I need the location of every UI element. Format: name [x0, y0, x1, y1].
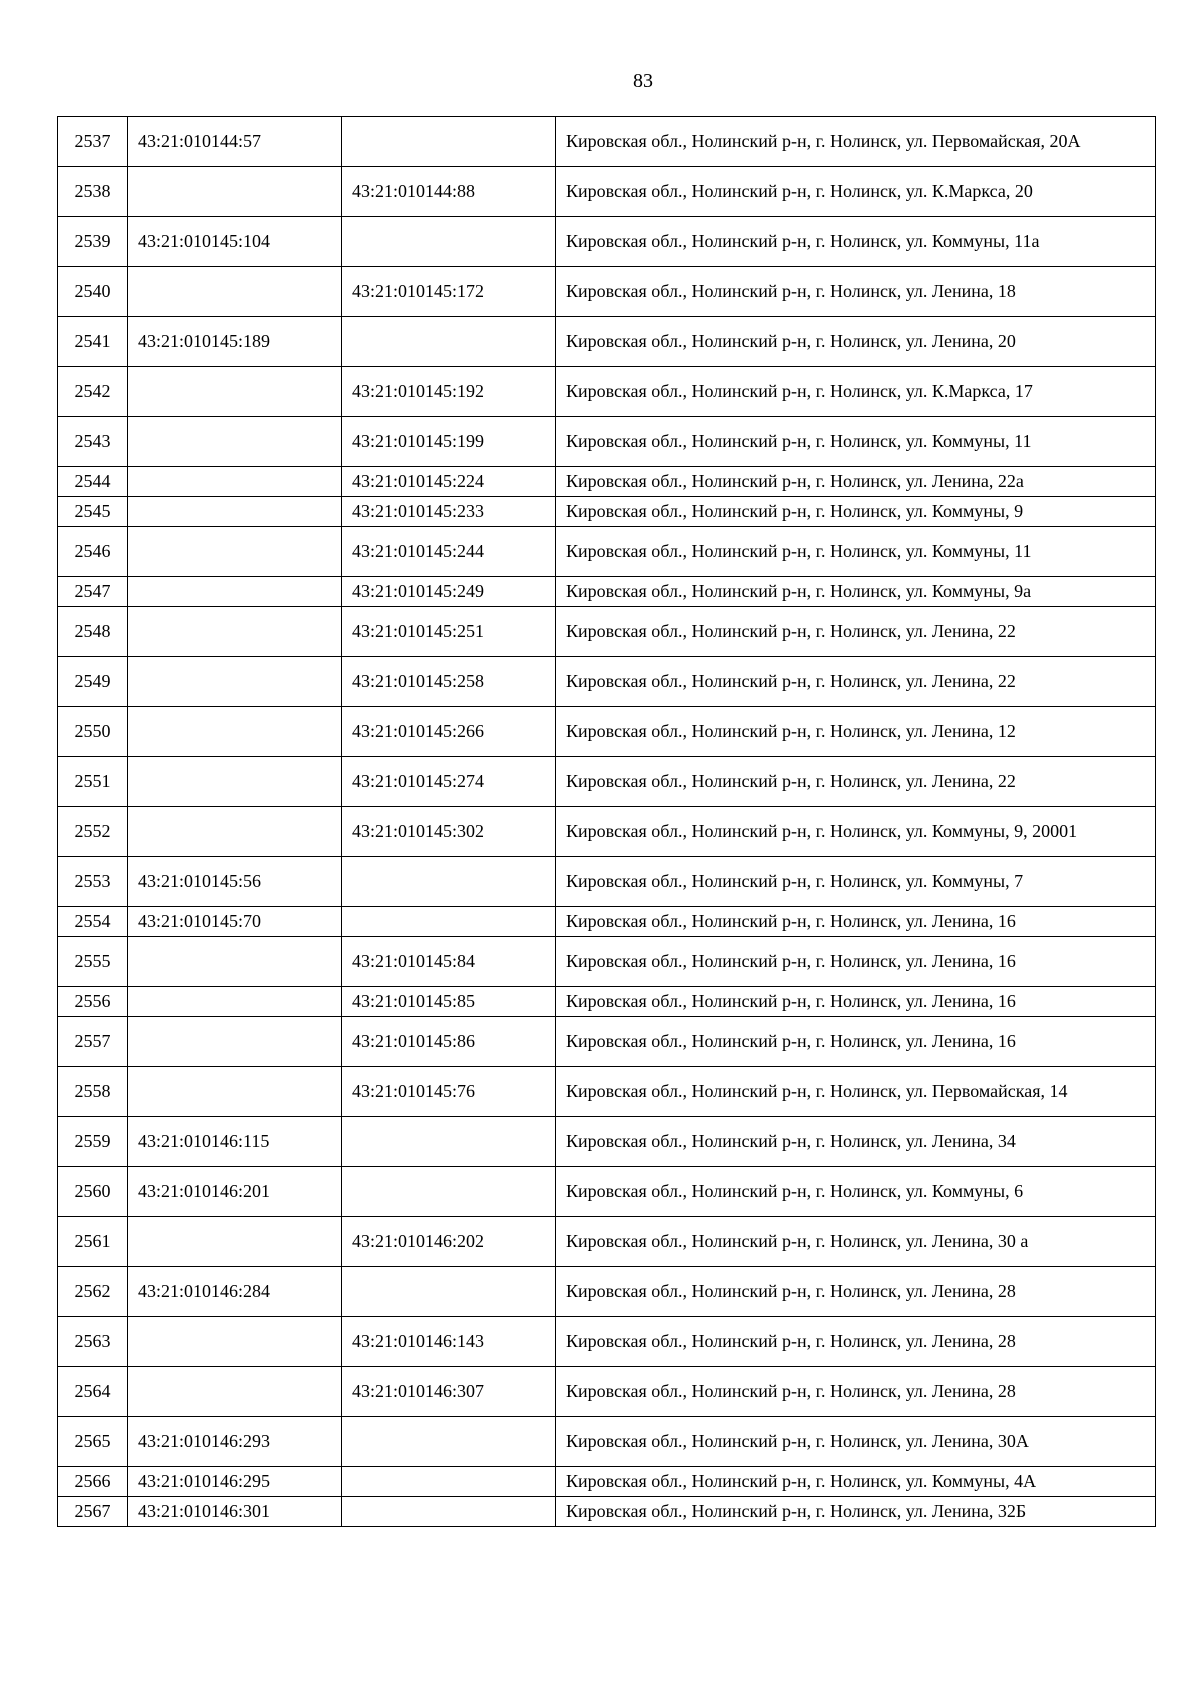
cadastral-number-cell: 43:21:010146:115 [128, 1117, 342, 1167]
row-number-cell: 2554 [58, 907, 128, 937]
object-cadastral-number-cell [342, 907, 556, 937]
address-cell: Кировская обл., Нолинский р-н, г. Нолинск, ул. Ленина, 34 [556, 1117, 1156, 1167]
table-row [58, 1017, 1156, 1067]
address-cell: Кировская обл., Нолинский р-н, г. Нолинск, ул. Ленина, 30А [556, 1417, 1156, 1467]
cadastral-number-cell [128, 707, 342, 757]
cadastral-number-cell [128, 1217, 342, 1267]
table-row [58, 857, 1156, 907]
row-number-cell: 2563 [58, 1317, 128, 1367]
table-row [58, 1267, 1156, 1317]
object-cadastral-number-cell [342, 317, 556, 367]
row-number-cell: 2540 [58, 267, 128, 317]
table-row [58, 1167, 1156, 1217]
cadastral-number-cell: 43:21:010146:293 [128, 1417, 342, 1467]
cadastral-number-cell: 43:21:010146:201 [128, 1167, 342, 1217]
row-number-cell: 2542 [58, 367, 128, 417]
address-cell: Кировская обл., Нолинский р-н, г. Нолинск, ул. Ленина, 32Б [556, 1497, 1156, 1527]
cadastral-number-cell [128, 577, 342, 607]
cadastral-number-cell [128, 1367, 342, 1417]
object-cadastral-number-cell [342, 1167, 556, 1217]
object-cadastral-number-cell [342, 1467, 556, 1497]
table-row [58, 467, 1156, 497]
object-cadastral-number-cell [342, 217, 556, 267]
address-cell: Кировская обл., Нолинский р-н, г. Нолинск, ул. Ленина, 16 [556, 987, 1156, 1017]
address-cell: Кировская обл., Нолинский р-н, г. Нолинск, ул. Коммуны, 9 [556, 497, 1156, 527]
row-number-cell: 2560 [58, 1167, 128, 1217]
table-row [58, 1117, 1156, 1167]
cadastral-number-cell [128, 267, 342, 317]
table-row [58, 937, 1156, 987]
object-cadastral-number-cell: 43:21:010145:224 [342, 467, 556, 497]
object-cadastral-number-cell [342, 857, 556, 907]
table-row [58, 1067, 1156, 1117]
table-row [58, 417, 1156, 467]
row-number-cell: 2537 [58, 117, 128, 167]
address-cell: Кировская обл., Нолинский р-н, г. Нолинск, ул. Ленина, 16 [556, 907, 1156, 937]
row-number-cell: 2538 [58, 167, 128, 217]
row-number-cell: 2547 [58, 577, 128, 607]
object-cadastral-number-cell: 43:21:010145:192 [342, 367, 556, 417]
table-row [58, 1367, 1156, 1417]
table-row [58, 1497, 1156, 1527]
address-cell: Кировская обл., Нолинский р-н, г. Нолинск, ул. Первомайская, 20А [556, 117, 1156, 167]
row-number-cell: 2557 [58, 1017, 128, 1067]
table-row [58, 1217, 1156, 1267]
cadastral-number-cell: 43:21:010146:301 [128, 1497, 342, 1527]
address-cell: Кировская обл., Нолинский р-н, г. Нолинск, ул. Коммуны, 6 [556, 1167, 1156, 1217]
table-row [58, 987, 1156, 1017]
cadastral-number-cell [128, 807, 342, 857]
address-cell: Кировская обл., Нолинский р-н, г. Нолинск, ул. Коммуны, 11а [556, 217, 1156, 267]
table-row [58, 527, 1156, 577]
cadastral-number-cell [128, 1067, 342, 1117]
object-cadastral-number-cell [342, 1417, 556, 1467]
table-row [58, 757, 1156, 807]
row-number-cell: 2546 [58, 527, 128, 577]
object-cadastral-number-cell [342, 1117, 556, 1167]
cadastral-number-cell [128, 607, 342, 657]
cadastral-number-cell [128, 367, 342, 417]
row-number-cell: 2564 [58, 1367, 128, 1417]
address-cell: Кировская обл., Нолинский р-н, г. Нолинск, ул. Ленина, 12 [556, 707, 1156, 757]
object-cadastral-number-cell: 43:21:010145:251 [342, 607, 556, 657]
table-row [58, 117, 1156, 167]
cadastral-number-cell [128, 1317, 342, 1367]
table-body [58, 117, 1156, 1527]
object-cadastral-number-cell: 43:21:010146:143 [342, 1317, 556, 1367]
object-cadastral-number-cell: 43:21:010145:274 [342, 757, 556, 807]
address-cell: Кировская обл., Нолинский р-н, г. Нолинск, ул. Ленина, 18 [556, 267, 1156, 317]
row-number-cell: 2567 [58, 1497, 128, 1527]
table-row [58, 807, 1156, 857]
row-number-cell: 2555 [58, 937, 128, 987]
object-cadastral-number-cell: 43:21:010146:307 [342, 1367, 556, 1417]
cadastral-number-cell: 43:21:010146:284 [128, 1267, 342, 1317]
address-cell: Кировская обл., Нолинский р-н, г. Нолинск, ул. Коммуны, 7 [556, 857, 1156, 907]
cadastral-number-cell: 43:21:010145:189 [128, 317, 342, 367]
row-number-cell: 2566 [58, 1467, 128, 1497]
cadastral-number-cell [128, 1017, 342, 1067]
address-cell: Кировская обл., Нолинский р-н, г. Нолинск, ул. Ленина, 22 [556, 657, 1156, 707]
cadastral-number-cell [128, 167, 342, 217]
table-row [58, 1317, 1156, 1367]
cadastral-number-cell [128, 657, 342, 707]
row-number-cell: 2544 [58, 467, 128, 497]
row-number-cell: 2539 [58, 217, 128, 267]
table-row [58, 167, 1156, 217]
cadastral-number-cell [128, 757, 342, 807]
table-row [58, 497, 1156, 527]
cadastral-number-cell: 43:21:010144:57 [128, 117, 342, 167]
table-row [58, 607, 1156, 657]
address-cell: Кировская обл., Нолинский р-н, г. Нолинск, ул. Ленина, 28 [556, 1267, 1156, 1317]
address-cell: Кировская обл., Нолинский р-н, г. Нолинск, ул. Коммуны, 11 [556, 527, 1156, 577]
object-cadastral-number-cell: 43:21:010145:85 [342, 987, 556, 1017]
address-cell: Кировская обл., Нолинский р-н, г. Нолинск, ул. Коммуны, 4А [556, 1467, 1156, 1497]
address-cell: Кировская обл., Нолинский р-н, г. Нолинск, ул. Коммуны, 11 [556, 417, 1156, 467]
cadastral-number-cell [128, 417, 342, 467]
property-table [57, 116, 1156, 1527]
address-cell: Кировская обл., Нолинский р-н, г. Нолинск, ул. Ленина, 22а [556, 467, 1156, 497]
object-cadastral-number-cell: 43:21:010145:249 [342, 577, 556, 607]
address-cell: Кировская обл., Нолинский р-н, г. Нолинск, ул. К.Маркса, 17 [556, 367, 1156, 417]
object-cadastral-number-cell: 43:21:010145:84 [342, 937, 556, 987]
cadastral-number-cell [128, 937, 342, 987]
table-row [58, 907, 1156, 937]
table-row [58, 217, 1156, 267]
row-number-cell: 2543 [58, 417, 128, 467]
table-row [58, 317, 1156, 367]
cadastral-number-cell: 43:21:010145:104 [128, 217, 342, 267]
object-cadastral-number-cell: 43:21:010145:244 [342, 527, 556, 577]
object-cadastral-number-cell: 43:21:010145:86 [342, 1017, 556, 1067]
row-number-cell: 2541 [58, 317, 128, 367]
table-row [58, 657, 1156, 707]
address-cell: Кировская обл., Нолинский р-н, г. Нолинск, ул. Ленина, 28 [556, 1367, 1156, 1417]
row-number-cell: 2559 [58, 1117, 128, 1167]
row-number-cell: 2565 [58, 1417, 128, 1467]
row-number-cell: 2549 [58, 657, 128, 707]
object-cadastral-number-cell: 43:21:010145:302 [342, 807, 556, 857]
page-number: 83 [633, 70, 653, 92]
address-cell: Кировская обл., Нолинский р-н, г. Нолинск, ул. Ленина, 30 а [556, 1217, 1156, 1267]
cadastral-number-cell [128, 987, 342, 1017]
object-cadastral-number-cell [342, 1267, 556, 1317]
row-number-cell: 2561 [58, 1217, 128, 1267]
row-number-cell: 2552 [58, 807, 128, 857]
address-cell: Кировская обл., Нолинский р-н, г. Нолинск, ул. Ленина, 22 [556, 757, 1156, 807]
address-cell: Кировская обл., Нолинский р-н, г. Нолинск, ул. Коммуны, 9а [556, 577, 1156, 607]
row-number-cell: 2556 [58, 987, 128, 1017]
table-row [58, 367, 1156, 417]
object-cadastral-number-cell: 43:21:010144:88 [342, 167, 556, 217]
object-cadastral-number-cell: 43:21:010146:202 [342, 1217, 556, 1267]
table-row [58, 1417, 1156, 1467]
cadastral-number-cell [128, 467, 342, 497]
address-cell: Кировская обл., Нолинский р-н, г. Нолинск, ул. Ленина, 16 [556, 937, 1156, 987]
address-cell: Кировская обл., Нолинский р-н, г. Нолинск, ул. Первомайская, 14 [556, 1067, 1156, 1117]
row-number-cell: 2551 [58, 757, 128, 807]
cadastral-number-cell: 43:21:010145:70 [128, 907, 342, 937]
table-row [58, 577, 1156, 607]
table-row [58, 1467, 1156, 1497]
object-cadastral-number-cell: 43:21:010145:233 [342, 497, 556, 527]
object-cadastral-number-cell [342, 117, 556, 167]
object-cadastral-number-cell: 43:21:010145:199 [342, 417, 556, 467]
table-row [58, 707, 1156, 757]
row-number-cell: 2558 [58, 1067, 128, 1117]
address-cell: Кировская обл., Нолинский р-н, г. Нолинск, ул. К.Маркса, 20 [556, 167, 1156, 217]
table-row [58, 267, 1156, 317]
cadastral-number-cell [128, 497, 342, 527]
object-cadastral-number-cell [342, 1497, 556, 1527]
object-cadastral-number-cell: 43:21:010145:258 [342, 657, 556, 707]
row-number-cell: 2548 [58, 607, 128, 657]
cadastral-number-cell: 43:21:010145:56 [128, 857, 342, 907]
cadastral-number-cell: 43:21:010146:295 [128, 1467, 342, 1497]
address-cell: Кировская обл., Нолинский р-н, г. Нолинск, ул. Ленина, 28 [556, 1317, 1156, 1367]
address-cell: Кировская обл., Нолинский р-н, г. Нолинск, ул. Ленина, 20 [556, 317, 1156, 367]
row-number-cell: 2545 [58, 497, 128, 527]
object-cadastral-number-cell: 43:21:010145:172 [342, 267, 556, 317]
row-number-cell: 2550 [58, 707, 128, 757]
cadastral-number-cell [128, 527, 342, 577]
address-cell: Кировская обл., Нолинский р-н, г. Нолинск, ул. Ленина, 22 [556, 607, 1156, 657]
object-cadastral-number-cell: 43:21:010145:266 [342, 707, 556, 757]
row-number-cell: 2553 [58, 857, 128, 907]
object-cadastral-number-cell: 43:21:010145:76 [342, 1067, 556, 1117]
row-number-cell: 2562 [58, 1267, 128, 1317]
address-cell: Кировская обл., Нолинский р-н, г. Нолинск, ул. Ленина, 16 [556, 1017, 1156, 1067]
address-cell: Кировская обл., Нолинский р-н, г. Нолинск, ул. Коммуны, 9, 20001 [556, 807, 1156, 857]
